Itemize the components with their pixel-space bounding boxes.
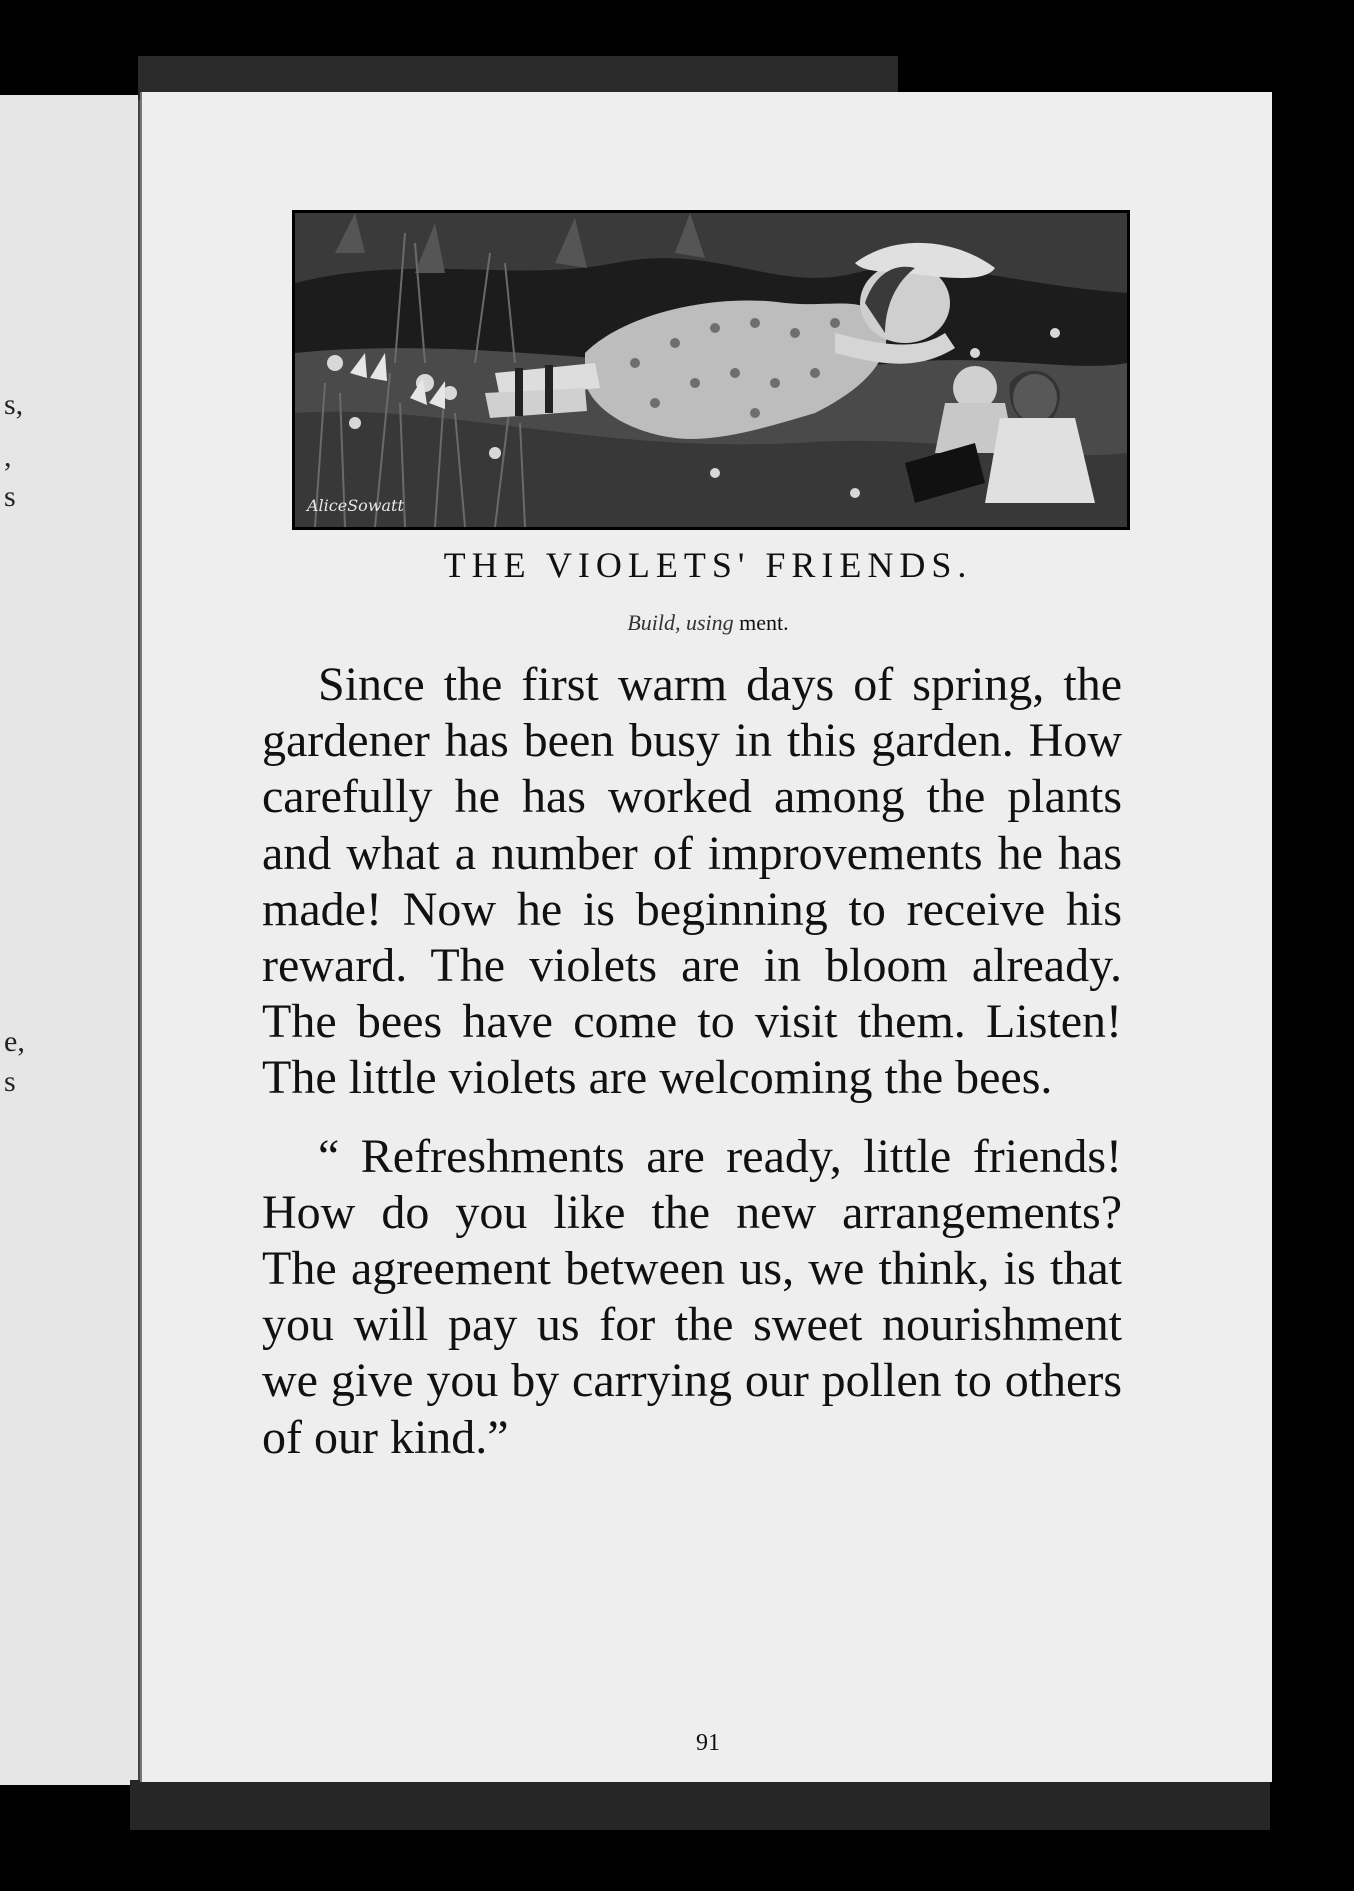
artist-signature: AliceSowatt — [307, 496, 404, 515]
paragraph: Since the first warm days of spring, the gardener has been busy in this garden. How carefully he has worked among the plants and what a number of improvements he has made! Now he is beginning to receive his reward. The violets are in bloom already. The bees have come to visit them. Listen! The little violets are welcoming the bees. — [262, 658, 1122, 1105]
illustration-drawing — [295, 213, 1127, 527]
body-text — [262, 657, 1122, 1488]
illustration-girl-sleeping-in-garden — [292, 210, 1130, 530]
left-page-fragment: s — [4, 1065, 16, 1098]
subtitle — [292, 610, 1124, 636]
left-page-fragment: s — [4, 480, 16, 513]
subtitle-italic: Build, using — [627, 610, 734, 635]
book-page — [140, 92, 1272, 1782]
left-page-fragment: , — [4, 440, 12, 473]
subtitle-word: ment. — [739, 610, 789, 635]
left-page-fragment: e, — [4, 1025, 25, 1058]
left-page-edge — [0, 95, 141, 1785]
paragraph: “ Refreshments are ready, little friends! How do you like the new arrangements? The agreement between us, we think, is that you will pay us for the sweet nourishment we give you by carrying our pollen to others of our kind.” — [262, 1129, 1122, 1464]
chapter-title: THE VIOLETS' FRIENDS. — [443, 545, 973, 585]
book-cover-edge-bottom — [130, 1780, 1270, 1830]
page-number: 91 — [696, 1730, 720, 1756]
left-page-fragment: s, — [4, 388, 24, 421]
